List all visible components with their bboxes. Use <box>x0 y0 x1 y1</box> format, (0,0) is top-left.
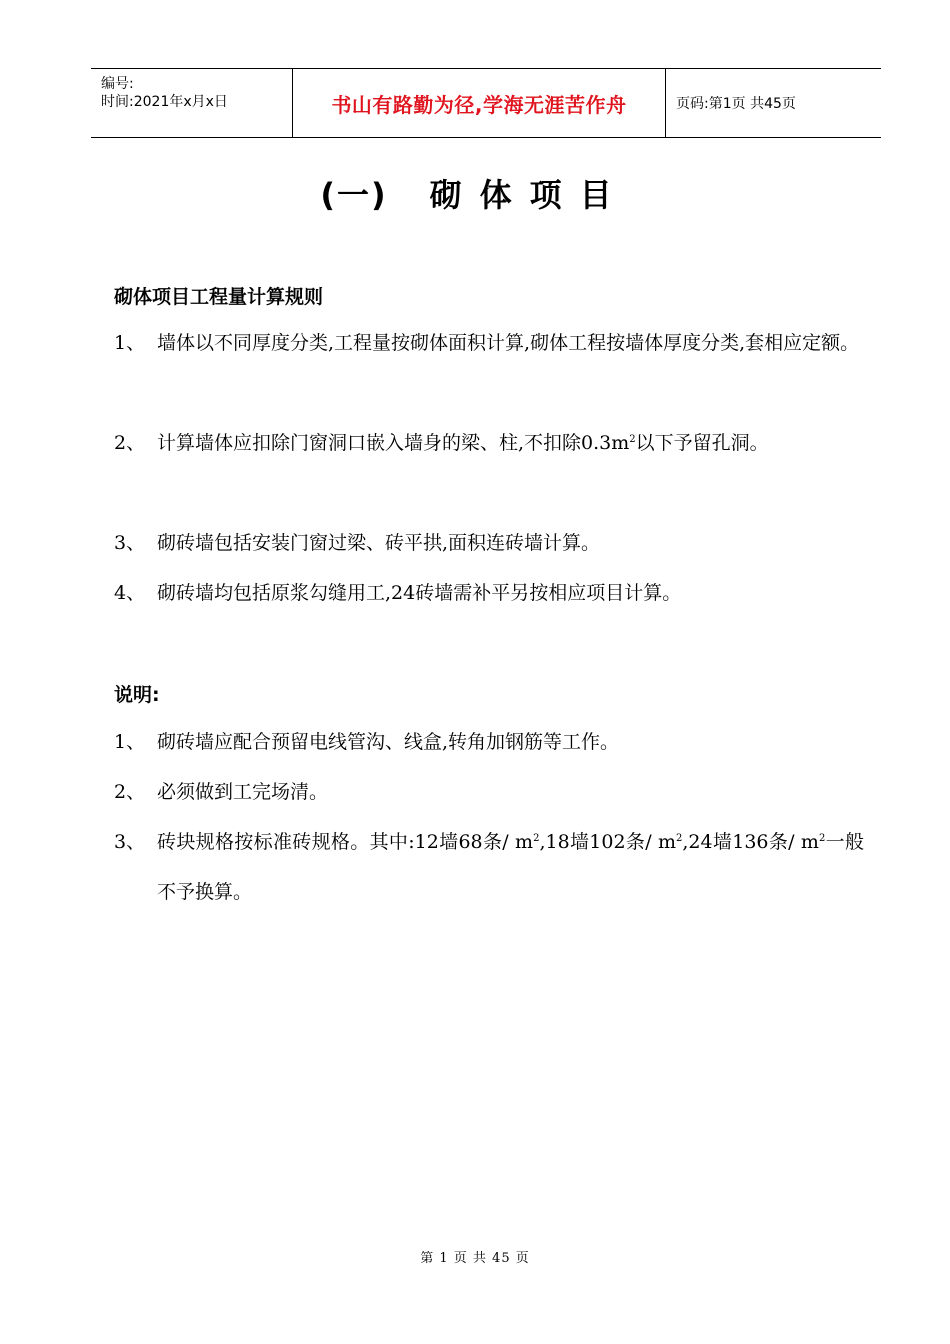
header-page-cell <box>666 69 881 137</box>
note-number: 3、 <box>114 831 146 853</box>
time-label: 时间:2021年x月x日 <box>101 94 228 110</box>
rule-number: 2、 <box>114 432 146 454</box>
rule-text: 砌砖墙均包括原浆勾缝用工,24砖墙需补平另按相应项目计算。 <box>157 582 682 604</box>
rule-number: 4、 <box>114 582 146 604</box>
page-header <box>91 68 881 138</box>
note-text: 必须做到工完场清。 <box>157 781 329 803</box>
rule-item-4 <box>114 568 864 618</box>
note-item-2 <box>114 767 864 817</box>
note-item-1 <box>114 717 864 767</box>
note-number: 1、 <box>114 731 146 753</box>
note-text: 砌砖墙应配合预留电线管沟、线盒,转角加钢筋等工作。 <box>157 731 620 753</box>
document-title <box>0 170 950 216</box>
note-item-3 <box>114 817 864 917</box>
rule-text: 砌砖墙包括安装门窗过梁、砖平拱,面积连砖墙计算。 <box>157 532 601 554</box>
title-name: 砌体项目 <box>429 176 630 214</box>
rule-text: 计算墙体应扣除门窗洞口嵌入墙身的梁、柱,不扣除$0.3m^2$以下予留孔洞。 <box>157 432 769 454</box>
note-number: 2、 <box>114 781 146 803</box>
rule-item-3 <box>114 518 864 568</box>
title-number: (一) <box>320 176 388 214</box>
rule-number: 3、 <box>114 532 146 554</box>
notes-heading: 说明: <box>114 684 160 706</box>
page-info: 页码:第1页 共45页 <box>676 96 796 112</box>
rule-item-2 <box>114 418 864 468</box>
rule-number: 1、 <box>114 332 146 354</box>
header-motto-cell <box>293 69 666 137</box>
rule-item-1 <box>114 318 864 368</box>
note-text: 砖块规格按标准砖规格。其中:12墙68条/ $m^2,18$墙102条/ $m^2,24$墙136条/ $m^2$一般不予换算。 <box>157 831 864 903</box>
motto: 书山有路勤为径,学海无涯苦作舟 <box>331 92 627 117</box>
serial-label: 编号: <box>101 76 134 92</box>
header-meta <box>91 69 293 137</box>
page-footer: 第 1 页 共 45 页 <box>420 1251 530 1266</box>
rule-text: 墙体以不同厚度分类,工程量按砌体面积计算,砌体工程按墙体厚度分类,套相应定额。 <box>157 332 860 354</box>
rules-heading: 砌体项目工程量计算规则 <box>114 286 324 308</box>
